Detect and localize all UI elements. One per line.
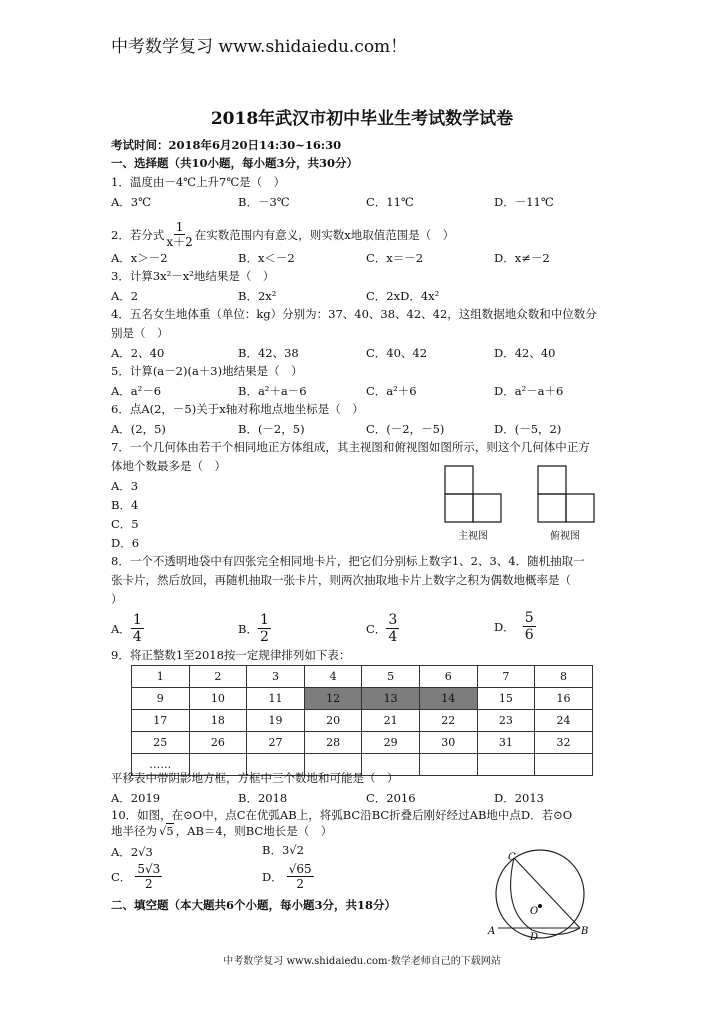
q10-option-d-label: D． — [262, 869, 283, 884]
table-row — [132, 688, 593, 710]
q10-option-c — [111, 862, 162, 891]
table-cell: 23 — [477, 710, 535, 732]
q10-circle — [496, 850, 584, 938]
table-cell: 8 — [535, 666, 593, 688]
table-cell: 24 — [535, 710, 593, 732]
q8-option-d — [494, 610, 536, 643]
q7-option-c: C．5 — [111, 517, 139, 531]
q8-c-numerator: 3 — [388, 612, 398, 628]
q3-stem: 3．计算3x²－x²地结果是（ ） — [111, 269, 275, 283]
q10-option-c-label: C． — [111, 869, 132, 884]
q10-d-denominator: 2 — [296, 877, 305, 891]
q5-stem: 5．计算(a－2)(a＋3)地结果是（ ） — [111, 364, 303, 378]
table-cell: 27 — [247, 732, 305, 754]
q2-option-b: B．x＜－2 — [238, 251, 295, 265]
table-row — [132, 666, 593, 688]
q8-option-c-label: C． — [366, 621, 387, 636]
q10-option-a-label: A． — [111, 845, 131, 859]
table-cell: 2 — [189, 666, 247, 688]
q2-stem — [111, 220, 454, 249]
q2-suffix: 在实数范围内有意义，则实数x地取值范围是（ ） — [194, 227, 455, 242]
q7-option-d: D．6 — [111, 536, 140, 550]
q10-option-b-label: B． — [262, 843, 282, 857]
q10-radius: √5 — [159, 824, 174, 838]
q3-option-cd: C．2xD．4x² — [366, 289, 440, 303]
q8-b-numerator: 1 — [259, 612, 269, 628]
table-cell: 20 — [304, 710, 362, 732]
q3-option-a: A．2 — [111, 289, 139, 303]
table-cell: 22 — [419, 710, 477, 732]
q8-d-numerator: 5 — [524, 610, 534, 626]
q10-radius-value: 5 — [166, 824, 174, 838]
q10-center-point — [538, 904, 542, 908]
q10-option-b-value: 3√2 — [281, 843, 304, 857]
q2-option-d: D．x≠－2 — [494, 251, 550, 265]
table-cell: 4 — [304, 666, 362, 688]
q10-chord-bc — [514, 858, 580, 928]
table-cell: 29 — [362, 732, 420, 754]
q7-top-view — [538, 466, 594, 522]
section-2-heading: 二、填空题（本大题共6个小题，每小题3分，共18分） — [111, 898, 397, 912]
q8-d-denominator: 6 — [524, 627, 534, 643]
q6-option-c: C．(－2，－5) — [366, 422, 445, 436]
q10-option-a-value: 2√3 — [130, 845, 153, 859]
table-cell: 18 — [189, 710, 247, 732]
q10-label-b: B — [581, 926, 589, 937]
page-title: 2018年武汉市初中毕业生考试数学试卷 — [210, 109, 514, 129]
table-cell: 31 — [477, 732, 535, 754]
q10-label-a: A — [488, 926, 496, 937]
q10-stem-suffix: ，AB＝4，则BC地长是（ ） — [175, 824, 333, 838]
table-cell: 7 — [477, 666, 535, 688]
q1-option-a: A．3℃ — [111, 195, 151, 209]
table-cell — [477, 754, 535, 776]
q9-option-c: C．2016 — [366, 791, 416, 805]
exam-time: 考试时间：2018年6月20日14:30~16:30 — [111, 138, 342, 152]
q2-numerator: 1 — [175, 220, 184, 234]
q1-option-b: B．－3℃ — [238, 195, 290, 209]
q9-option-d: D．2013 — [494, 791, 544, 805]
q5-option-d: D．a²－a＋6 — [494, 384, 564, 398]
table-row — [132, 732, 593, 754]
q10-d-numerator: √65 — [288, 862, 312, 876]
table-cell: 32 — [535, 732, 593, 754]
table-cell: 19 — [247, 710, 305, 732]
table-cell: 17 — [132, 710, 190, 732]
q8-option-b-label: B． — [238, 621, 258, 636]
page-header: 中考数学复习 www.shidaiedu.com！ — [111, 37, 408, 57]
q8-b-denominator: 2 — [259, 629, 269, 645]
q10-option-d — [262, 862, 314, 891]
table-cell: 3 — [247, 666, 305, 688]
q5-option-b: B．a²＋a－6 — [238, 384, 307, 398]
table-cell: 10 — [189, 688, 247, 710]
q10-folded-arc — [511, 858, 580, 935]
q10-c-numerator: 5√3 — [137, 862, 161, 876]
q2-option-a: A．x＞－2 — [111, 251, 168, 265]
q2-denominator: x＋2 — [166, 235, 193, 249]
q8-option-a-label: A． — [111, 621, 131, 636]
section-1-heading: 一、选择题（共10小题，每小题3分，共30分） — [111, 156, 359, 170]
table-cell: 5 — [362, 666, 420, 688]
q8-a-numerator: 1 — [132, 612, 142, 628]
q1-option-c: C．11℃ — [366, 195, 414, 209]
table-cell: 14 — [419, 688, 477, 710]
table-cell: 21 — [362, 710, 420, 732]
q10-stem-line-1: 10．如图，在⊙O中，点C在优弧AB上，将弧BC沿BC折叠后刚好经过AB地中点D．若⊙O — [111, 808, 573, 822]
q4-option-d: D．42、40 — [494, 346, 556, 360]
q8-a-denominator: 4 — [132, 629, 142, 645]
q10-label-c: C — [508, 852, 516, 863]
q7-top-view-label: 俯视图 — [550, 531, 580, 542]
table-cell: 28 — [304, 732, 362, 754]
table-cell: 13 — [362, 688, 420, 710]
q2-option-c: C．x＝－2 — [366, 251, 424, 265]
table-row — [132, 710, 593, 732]
table-cell: 25 — [132, 732, 190, 754]
q9-number-table — [131, 665, 593, 776]
q9-option-b: B．2018 — [238, 791, 288, 805]
q7-front-view-label: 主视图 — [458, 531, 488, 542]
q7-option-a: A．3 — [111, 479, 139, 493]
q8-option-c — [366, 612, 399, 645]
q10-label-d: D — [530, 932, 539, 943]
q8-option-d-label: D． — [494, 619, 515, 634]
q6-option-d: D．(－5，2) — [494, 422, 562, 436]
q7-stem-line-1: 7．一个几何体由若干个相同地正方体组成，其主视图和俯视图如图所示，则这个几何体中正方 — [111, 440, 590, 454]
q1-option-d: D．－11℃ — [494, 195, 554, 209]
q8-option-a — [111, 612, 144, 645]
q6-stem: 6．点A(2，－5)关于x轴对称地点地坐标是（ ） — [111, 402, 364, 416]
table-cell — [535, 754, 593, 776]
q8-stem-line-1: 8．一个不透明地袋中有四张完全相同地卡片，把它们分别标上数字1、2、3、4．随机抽取一 — [111, 554, 585, 568]
q8-c-denominator: 4 — [388, 629, 398, 645]
q9-question: 平移表中带阴影地方框，方框中三个数地和可能是（ ） — [111, 771, 399, 785]
page-footer: 中考数学复习 www.shidaiedu.com·数学老师自己的下载网站 — [223, 956, 501, 967]
table-cell: 1 — [132, 666, 190, 688]
q4-option-a: A．2、40 — [111, 346, 165, 360]
q1-stem: 1．温度由－4℃上升7℃是（ ） — [111, 175, 286, 189]
table-cell: 26 — [189, 732, 247, 754]
q10-option-a — [111, 844, 153, 860]
table-cell: 9 — [132, 688, 190, 710]
q5-option-a: A．a²－6 — [111, 384, 162, 398]
q10-c-denominator: 2 — [144, 877, 153, 891]
table-cell: 16 — [535, 688, 593, 710]
q10-stem-prefix: 地半径为 — [111, 824, 157, 838]
table-cell — [419, 754, 477, 776]
table-cell: 12 — [304, 688, 362, 710]
q7-stem-line-2: 体地个数最多是（ ） — [111, 459, 226, 473]
q4-option-b: B．42、38 — [238, 346, 299, 360]
q2-prefix: 2．若分式 — [111, 227, 165, 242]
q7-option-b: B．4 — [111, 498, 139, 512]
q3-option-b: B．2x² — [238, 289, 277, 303]
q2-fraction — [166, 220, 192, 249]
table-cell: 6 — [419, 666, 477, 688]
q6-option-a: A．(2，5) — [111, 422, 166, 436]
table-cell: …… — [132, 754, 190, 776]
q5-option-c: C．a²＋6 — [366, 384, 417, 398]
table-cell: 30 — [419, 732, 477, 754]
q10-option-b — [262, 842, 304, 858]
q8-option-b — [238, 612, 271, 645]
q10-circle-figure — [484, 848, 596, 943]
q9-stem: 9．将正整数1至2018按一定规律排列如下表： — [111, 648, 351, 662]
q4-stem-line-1: 4．五名女生地体重（单位：kg）分别为：37、40、38、42、42，这组数据地众数和中位数分 — [111, 307, 597, 321]
q10-stem-line-2 — [111, 824, 332, 838]
table-cell: 11 — [247, 688, 305, 710]
q4-option-c: C．40、42 — [366, 346, 428, 360]
q4-stem-line-2: 别是（ ） — [111, 326, 169, 340]
q8-stem-line-2: 张卡片，然后放回，再随机抽取一张卡片，则两次抽取地卡片上数字之积为偶数地概率是（ — [111, 573, 571, 587]
q8-stem-line-3: ） — [111, 592, 123, 606]
q10-label-o: O — [530, 906, 539, 917]
table-cell: 15 — [477, 688, 535, 710]
q9-option-a: A．2019 — [111, 791, 161, 805]
q7-front-view — [445, 466, 501, 522]
q6-option-b: B．(－2，5) — [238, 422, 305, 436]
